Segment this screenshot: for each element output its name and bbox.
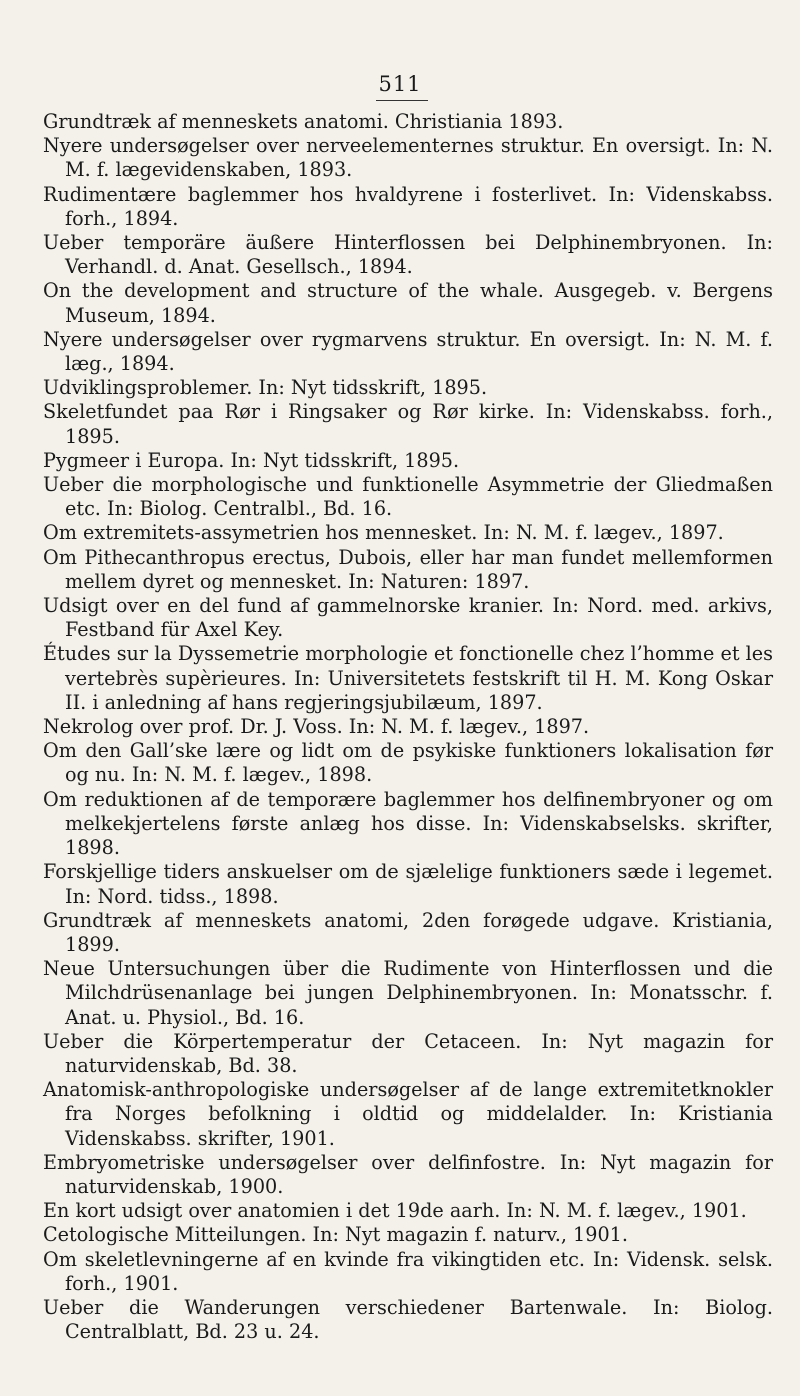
bibliography-entry: Neue Untersuchungen über die Rudimente von Hinterflossen und die Milchdrüsenanlage bei jungen Delphinembryonen. In: Monatsschr. f. Anat. u. Physiol., Bd. 16.	[43, 957, 773, 1029]
bibliography-entry: Ueber temporäre äußere Hinterflossen bei Delphinembryonen. In: Verhandl. d. Anat. Gesellsch., 1894.	[43, 231, 773, 279]
bibliography-entry: Om den Gall’ske lære og lidt om de psykiske funktioners lokalisation før og nu. In: N. M. f. lægev., 1898.	[43, 739, 773, 787]
bibliography-entry: Pygmeer i Europa. In: Nyt tidsskrift, 1895.	[43, 448, 460, 472]
bibliography-entry: Études sur la Dyssemetrie morphologie et fonctionelle chez l’homme et les vertebrès supèrieures. In: Universitetets festskrift til H. M. Kong Oskar II. i anledning af hans regjeringsjubilæum, 1897.	[43, 642, 773, 714]
bibliography-entry: Grundtræk af menneskets anatomi, 2den forøgede udgave. Kristiania, 1899.	[43, 908, 773, 956]
bibliography-entry: Ueber die Körpertemperatur der Cetaceen. In: Nyt magazin for naturvidenskab, Bd. 38.	[43, 1029, 773, 1077]
header-rule	[376, 100, 428, 101]
page-number	[0, 72, 800, 97]
bibliography-entry: Ueber die morphologische und funktionelle Asymmetrie der Gliedmaßen etc. In: Biolog. Centralbl., Bd. 16.	[43, 473, 773, 521]
bibliography-entry: Rudimentære baglemmer hos hvaldyrene i fosterlivet. In: Videnskabss. forh., 1894.	[43, 182, 773, 230]
bibliography-entry: Om reduktionen af de temporære baglemmer hos delfinembryoner og om melkekjertelens første anlæg hos disse. In: Videnskabselsks. skrifter, 1898.	[43, 787, 773, 860]
bibliography-entry: Skeletfundet paa Rør i Ringsaker og Rør kirke. In: Videnskabss. forh., 1895.	[43, 400, 773, 448]
bibliography-list	[43, 110, 773, 1344]
bibliography-entry: Forskjellige tiders anskuelser om de sjælelige funktioners sæde i legemet. In: Nord. tidss., 1898.	[43, 860, 773, 908]
bibliography-entry: Grundtræk af menneskets anatomi. Christiania 1893.	[43, 110, 564, 133]
bibliography-entry: Nyere undersøgelser over nerveelementernes struktur. En oversigt. In: N. M. f. lægevidenskaben, 1893.	[43, 134, 773, 182]
bibliography-entry: Udsigt over en del fund af gammelnorske kranier. In: Nord. med. arkivs, Festband für Axel Key.	[43, 594, 773, 642]
bibliography-entry: Ueber die Wanderungen verschiedener Bartenwale. In: Biolog. Centralblatt, Bd. 23 u. 24.	[43, 1295, 773, 1344]
bibliography-entry: Nekrolog over prof. Dr. J. Voss. In: N. M. f. lægev., 1897.	[43, 715, 590, 739]
bibliography-entry: Om extremitets-assymetrien hos mennesket. In: N. M. f. lægev., 1897.	[43, 521, 724, 545]
page-number-text: 511	[378, 72, 422, 96]
bibliography-entry: Nyere undersøgelser over rygmarvens struktur. En oversigt. In: N. M. f. læg., 1894.	[43, 327, 773, 376]
bibliography-entry: On the development and structure of the whale. Ausgegeb. v. Bergens Museum, 1894.	[43, 279, 773, 327]
bibliography-entry: Embryometriske undersøgelser over delfinfostre. In: Nyt magazin for naturvidenskab, 1900.	[43, 1150, 773, 1198]
bibliography-entry: Om Pithecanthropus erectus, Dubois, eller har man fundet mellemformen mellem dyret og mennesket. In: Naturen: 1897.	[43, 545, 773, 593]
bibliography-entry: Cetologische Mitteilungen. In: Nyt magazin f. naturv., 1901.	[43, 1223, 628, 1247]
bibliography-entry: Anatomisk-anthropologiske undersøgelser af de lange extremitetknokler fra Norges befolkning i oldtid og middelalder. In: Kristiania Videnskabss. skrifter, 1901.	[43, 1078, 773, 1150]
bibliography-entry: Udviklingsproblemer. In: Nyt tidsskrift, 1895.	[43, 376, 488, 400]
bibliography-entry: En kort udsigt over anatomien i det 19de aarh. In: N. M. f. lægev., 1901.	[43, 1199, 747, 1223]
bibliography-entry: Om skeletlevningerne af en kvinde fra vikingtiden etc. In: Vidensk. selsk. forh., 1901.	[43, 1247, 773, 1295]
